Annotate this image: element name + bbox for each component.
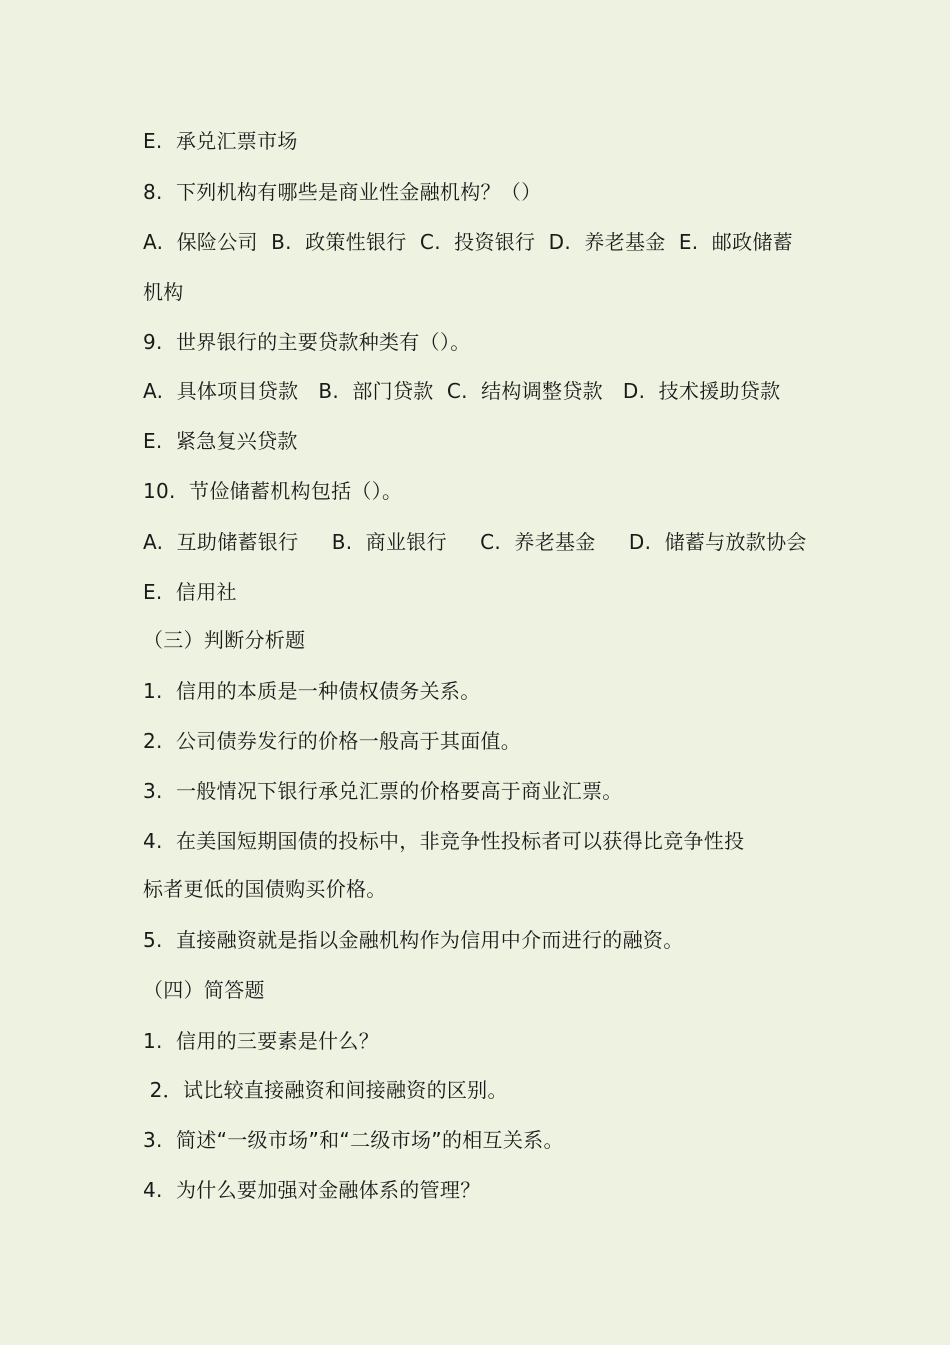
- section-heading: （四）简答题: [143, 978, 265, 1002]
- question-line: 3. 一般情况下银行承兑汇票的价格要高于商业汇票。: [143, 779, 623, 803]
- options-line: A. 具体项目贷款 B. 部门贷款 C. 结构调整贷款 D. 技术援助贷款: [143, 379, 781, 403]
- question-line: 9. 世界银行的主要贷款种类有（）。: [143, 330, 471, 354]
- question-line: 5. 直接融资就是指以金融机构作为信用中介而进行的融资。: [143, 928, 684, 952]
- question-line: 1. 信用的三要素是什么？: [143, 1029, 379, 1053]
- question-line: 4. 在美国短期国债的投标中，非竞争性投标者可以获得比竞争性投: [143, 829, 745, 853]
- question-line: 2. 公司债券发行的价格一般高于其面值。: [143, 729, 522, 753]
- text-line: 机构: [143, 280, 184, 304]
- section-heading: （三）判断分析题: [143, 628, 306, 652]
- text-line: E. 紧急复兴贷款: [143, 429, 298, 453]
- question-line: 4. 为什么要加强对金融体系的管理？: [143, 1178, 481, 1202]
- text-line: E. 承兑汇票市场: [143, 129, 298, 153]
- question-line: 2．试比较直接融资和间接融资的区别。: [143, 1078, 508, 1102]
- text-line: E. 信用社: [143, 580, 237, 604]
- text-line: 标者更低的国债购买价格。: [143, 877, 387, 901]
- options-line: A. 保险公司 B. 政策性银行 C. 投资银行 D. 养老基金 E. 邮政储蓄: [143, 230, 793, 254]
- question-line: 3. 简述“一级市场”和“二级市场”的相互关系。: [143, 1128, 564, 1152]
- options-line: A. 互助储蓄银行 B. 商业银行 C. 养老基金 D. 储蓄与放款协会: [143, 530, 807, 554]
- question-line: 10. 节俭储蓄机构包括（）。: [143, 479, 403, 503]
- question-line: 1. 信用的本质是一种债权债务关系。: [143, 679, 481, 703]
- question-line: 8. 下列机构有哪些是商业性金融机构？（）: [143, 180, 542, 204]
